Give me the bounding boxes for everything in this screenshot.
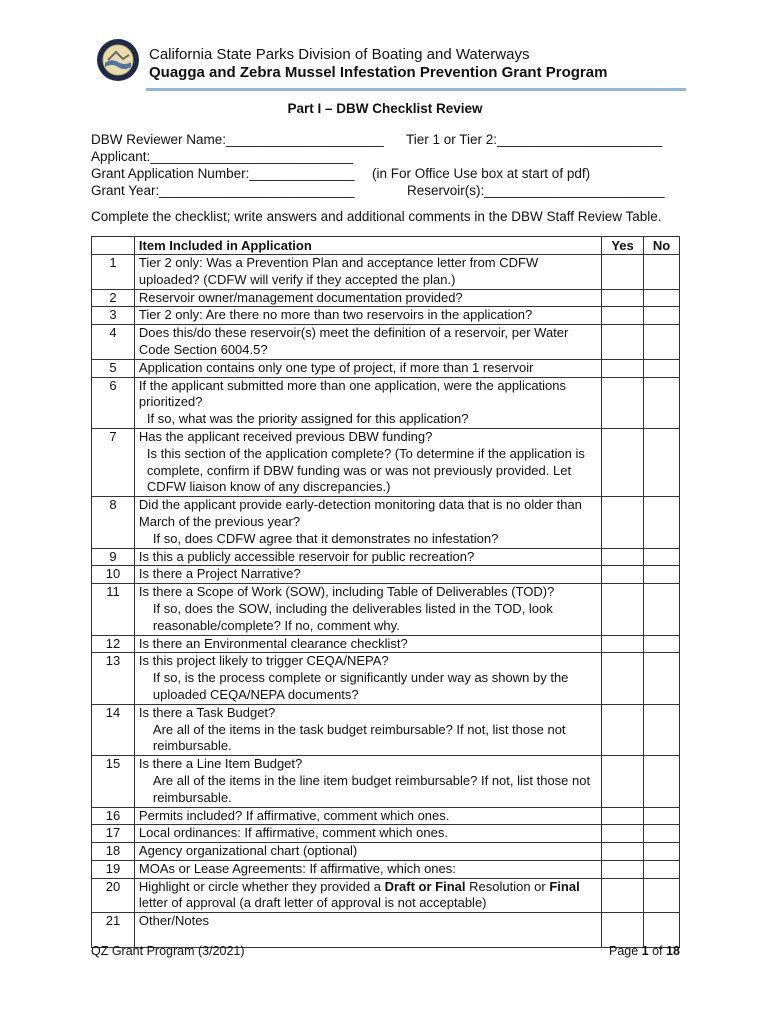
item-subquestion: Are all of the items in the task budget reimbursable? If not, list those not reimbursable. bbox=[152, 721, 566, 754]
yes-checkbox-cell[interactable] bbox=[602, 377, 644, 428]
checklist-row bbox=[92, 377, 680, 428]
no-checkbox-cell[interactable] bbox=[644, 913, 680, 948]
checklist-row bbox=[92, 255, 680, 290]
row-number: 16 bbox=[92, 807, 135, 825]
checklist-row bbox=[92, 913, 680, 948]
row-number: 2 bbox=[92, 289, 135, 307]
field-row-app-number bbox=[91, 165, 683, 182]
checklist-row bbox=[92, 497, 680, 548]
item-subquestion: Is this section of the application complete? (To determine if the application is complete, confirm if DBW funding was or was not previously provided. Let CDFW liaison know of any discrepancies.) bbox=[146, 445, 585, 495]
no-checkbox-cell[interactable] bbox=[644, 377, 680, 428]
page-of-label: of bbox=[648, 944, 666, 958]
row-item bbox=[134, 497, 601, 548]
checklist-row bbox=[92, 860, 680, 878]
checklist-row bbox=[92, 843, 680, 861]
checklist-row bbox=[92, 653, 680, 704]
item-text: Local ordinances: If affirmative, comment which ones. bbox=[138, 825, 448, 841]
item-text: Does this/do these reservoir(s) meet the definition of a reservoir, per Water Code Section 6004.5? bbox=[138, 325, 569, 357]
row-item bbox=[134, 289, 601, 307]
no-checkbox-cell[interactable] bbox=[644, 428, 680, 496]
no-checkbox-cell[interactable] bbox=[644, 584, 680, 635]
row-item bbox=[134, 359, 601, 377]
item-text: Tier 2 only: Was a Prevention Plan and acceptance letter from CDFW uploaded? (CDFW will verify if they accepted the plan.) bbox=[138, 255, 539, 287]
yes-checkbox-cell[interactable] bbox=[602, 584, 644, 635]
program-name: Quagga and Zebra Mussel Infestation Prevention Grant Program bbox=[149, 64, 608, 81]
reviewer-name-field[interactable]: DBW Reviewer Name:_____________________ bbox=[91, 132, 384, 147]
no-checkbox-cell[interactable] bbox=[644, 807, 680, 825]
yes-checkbox-cell[interactable] bbox=[602, 428, 644, 496]
item-text: MOAs or Lease Agreements: If affirmative, which ones: bbox=[138, 860, 456, 876]
row-item bbox=[134, 428, 601, 496]
checklist-row bbox=[92, 635, 680, 653]
no-header: No bbox=[644, 237, 680, 255]
row-number: 10 bbox=[92, 566, 135, 584]
row-item bbox=[134, 756, 601, 807]
row-number: 17 bbox=[92, 825, 135, 843]
yes-checkbox-cell[interactable] bbox=[602, 566, 644, 584]
yes-checkbox-cell[interactable] bbox=[602, 913, 644, 948]
item-text: Is there a Task Budget? bbox=[138, 704, 276, 720]
row-number: 3 bbox=[92, 307, 135, 325]
item-text: Is there an Environmental clearance checklist? bbox=[138, 635, 408, 651]
checklist-row bbox=[92, 825, 680, 843]
item-text: Permits included? If affirmative, comment which ones. bbox=[138, 807, 450, 823]
row-number: 8 bbox=[92, 497, 135, 548]
no-checkbox-cell[interactable] bbox=[644, 825, 680, 843]
item-text: Has the applicant received previous DBW funding? bbox=[138, 428, 433, 444]
application-number-field[interactable]: Grant Application Number:______________ bbox=[91, 166, 355, 181]
no-checkbox-cell[interactable] bbox=[644, 289, 680, 307]
emphasis-text: Draft or Final bbox=[384, 878, 466, 894]
yes-checkbox-cell[interactable] bbox=[602, 307, 644, 325]
yes-header: Yes bbox=[602, 237, 644, 255]
checklist-row bbox=[92, 307, 680, 325]
yes-checkbox-cell[interactable] bbox=[602, 548, 644, 566]
item-text-part: letter of approval (a draft letter of approval is not acceptable) bbox=[138, 895, 487, 911]
no-checkbox-cell[interactable] bbox=[644, 653, 680, 704]
item-subquestion: Are all of the items in the line item budget reimbursable? If not, list those not reimbursable. bbox=[152, 772, 591, 805]
item-subquestion: If so, does the SOW, including the deliverables listed in the TOD, look reasonable/complete? If no, comment why. bbox=[152, 600, 553, 633]
row-item bbox=[134, 825, 601, 843]
yes-checkbox-cell[interactable] bbox=[602, 635, 644, 653]
item-text-part: Highlight or circle whether they provided a bbox=[138, 878, 385, 894]
part-title: Part I – DBW Checklist Review bbox=[287, 101, 483, 116]
checklist-row bbox=[92, 548, 680, 566]
yes-checkbox-cell[interactable] bbox=[602, 704, 644, 755]
row-item bbox=[134, 566, 601, 584]
row-number: 15 bbox=[92, 756, 135, 807]
applicant-field[interactable]: Applicant:___________________________ bbox=[91, 149, 354, 164]
item-text: Is there a Project Narrative? bbox=[138, 566, 301, 582]
field-row-applicant bbox=[91, 148, 683, 165]
no-checkbox-cell[interactable] bbox=[644, 704, 680, 755]
item-text: Tier 2 only: Are there no more than two reservoirs in the application? bbox=[138, 307, 533, 323]
no-checkbox-cell[interactable] bbox=[644, 548, 680, 566]
field-row-reviewer bbox=[91, 131, 683, 148]
item-text: Is there a Line Item Budget? bbox=[138, 756, 303, 772]
tier-field[interactable]: Tier 1 or Tier 2:______________________ bbox=[406, 132, 663, 147]
header-rule bbox=[146, 88, 686, 91]
no-checkbox-cell[interactable] bbox=[644, 756, 680, 807]
row-number: 21 bbox=[92, 913, 135, 948]
field-row-grant-year bbox=[91, 182, 683, 199]
row-item bbox=[134, 878, 601, 913]
yes-checkbox-cell[interactable] bbox=[602, 807, 644, 825]
table-header-row bbox=[92, 237, 680, 255]
checklist-row bbox=[92, 289, 680, 307]
form-fields bbox=[91, 131, 683, 199]
row-number: 11 bbox=[92, 584, 135, 635]
office-use-note: (in For Office Use box at start of pdf) bbox=[372, 166, 591, 181]
row-item bbox=[134, 704, 601, 755]
yes-checkbox-cell[interactable] bbox=[602, 255, 644, 290]
no-checkbox-cell[interactable] bbox=[644, 255, 680, 290]
no-checkbox-cell[interactable] bbox=[644, 843, 680, 861]
row-item bbox=[134, 325, 601, 360]
no-checkbox-cell[interactable] bbox=[644, 878, 680, 913]
item-subquestion: If so, does CDFW agree that it demonstrates no infestation? bbox=[152, 530, 499, 546]
item-subquestion: If so, what was the priority assigned for this application? bbox=[146, 411, 469, 427]
yes-checkbox-cell[interactable] bbox=[602, 497, 644, 548]
yes-checkbox-cell[interactable] bbox=[602, 825, 644, 843]
row-number: 7 bbox=[92, 428, 135, 496]
yes-checkbox-cell[interactable] bbox=[602, 860, 644, 878]
checklist-row bbox=[92, 807, 680, 825]
checklist-row bbox=[92, 566, 680, 584]
instructions: Complete the checklist; write answers and additional comments in the DBW Staff Review Table. bbox=[91, 209, 662, 224]
item-text: Is this project likely to trigger CEQA/NEPA? bbox=[138, 653, 389, 669]
no-checkbox-cell[interactable] bbox=[644, 325, 680, 360]
row-number: 20 bbox=[92, 878, 135, 913]
yes-checkbox-cell[interactable] bbox=[602, 325, 644, 360]
yes-checkbox-cell[interactable] bbox=[602, 843, 644, 861]
item-text: If the applicant submitted more than one application, were the applications prioritized? bbox=[138, 377, 567, 410]
no-checkbox-cell[interactable] bbox=[644, 359, 680, 377]
yes-checkbox-cell[interactable] bbox=[602, 359, 644, 377]
checklist-row bbox=[92, 704, 680, 755]
checklist-row bbox=[92, 359, 680, 377]
item-text: Reservoir owner/management documentation provided? bbox=[138, 289, 463, 305]
row-number: 18 bbox=[92, 843, 135, 861]
checklist-table bbox=[91, 236, 680, 948]
item-text: Application contains only one type of project, if more than 1 reservoir bbox=[138, 359, 534, 375]
row-number: 9 bbox=[92, 548, 135, 566]
checklist-rows bbox=[92, 255, 680, 948]
item-text-part: Resolution or bbox=[465, 878, 550, 894]
no-checkbox-cell[interactable] bbox=[644, 635, 680, 653]
page-label: Page bbox=[609, 944, 642, 958]
emphasis-text: Final bbox=[549, 878, 580, 894]
row-number: 6 bbox=[92, 377, 135, 428]
checklist-row bbox=[92, 878, 680, 913]
item-text: Other/Notes bbox=[138, 913, 210, 929]
no-checkbox-cell[interactable] bbox=[644, 860, 680, 878]
row-number: 5 bbox=[92, 359, 135, 377]
document-header bbox=[96, 38, 686, 96]
row-number: 1 bbox=[92, 255, 135, 290]
checklist-row bbox=[92, 428, 680, 496]
organization-name: California State Parks Division of Boating and Waterways bbox=[149, 46, 530, 63]
row-item bbox=[134, 635, 601, 653]
item-text: Is this a publicly accessible reservoir for public recreation? bbox=[138, 548, 475, 564]
checklist-row bbox=[92, 584, 680, 635]
checklist-row bbox=[92, 756, 680, 807]
row-number: 12 bbox=[92, 635, 135, 653]
row-item bbox=[134, 255, 601, 290]
row-item bbox=[134, 860, 601, 878]
footer-program: QZ Grant Program (3/2021) bbox=[91, 944, 245, 958]
row-item bbox=[134, 807, 601, 825]
row-item bbox=[134, 584, 601, 635]
yes-checkbox-cell[interactable] bbox=[602, 289, 644, 307]
no-checkbox-cell[interactable] bbox=[644, 307, 680, 325]
grant-year-field[interactable]: Grant Year:__________________________ bbox=[91, 183, 355, 198]
page-current: 1 bbox=[641, 944, 649, 958]
page-total: 18 bbox=[666, 944, 680, 958]
row-number: 19 bbox=[92, 860, 135, 878]
row-item bbox=[134, 377, 601, 428]
row-item bbox=[134, 307, 601, 325]
item-text bbox=[139, 879, 599, 913]
row-item bbox=[134, 548, 601, 566]
no-checkbox-cell[interactable] bbox=[644, 497, 680, 548]
reservoirs-field[interactable]: Reservoir(s):________________________ bbox=[407, 183, 665, 198]
item-text: Agency organizational chart (optional) bbox=[138, 843, 358, 859]
row-number: 13 bbox=[92, 653, 135, 704]
item-header: Item Included in Application bbox=[134, 237, 601, 255]
row-number: 4 bbox=[92, 325, 135, 360]
item-subquestion: If so, is the process complete or significantly under way as shown by the uploaded CEQA/NEPA documents? bbox=[152, 670, 569, 702]
item-text: Is there a Scope of Work (SOW), including Table of Deliverables (TOD)? bbox=[138, 584, 555, 600]
yes-checkbox-cell[interactable] bbox=[602, 756, 644, 807]
checklist-row bbox=[92, 325, 680, 360]
row-item bbox=[134, 653, 601, 704]
row-item bbox=[134, 913, 601, 948]
row-item bbox=[134, 843, 601, 861]
yes-checkbox-cell[interactable] bbox=[602, 878, 644, 913]
dbw-seal-logo bbox=[96, 38, 140, 82]
row-number: 14 bbox=[92, 704, 135, 755]
yes-checkbox-cell[interactable] bbox=[602, 653, 644, 704]
page-number bbox=[609, 944, 680, 958]
no-checkbox-cell[interactable] bbox=[644, 566, 680, 584]
number-header bbox=[92, 237, 135, 255]
item-text: Did the applicant provide early-detection monitoring data that is no older than March of the previous year? bbox=[138, 497, 582, 529]
